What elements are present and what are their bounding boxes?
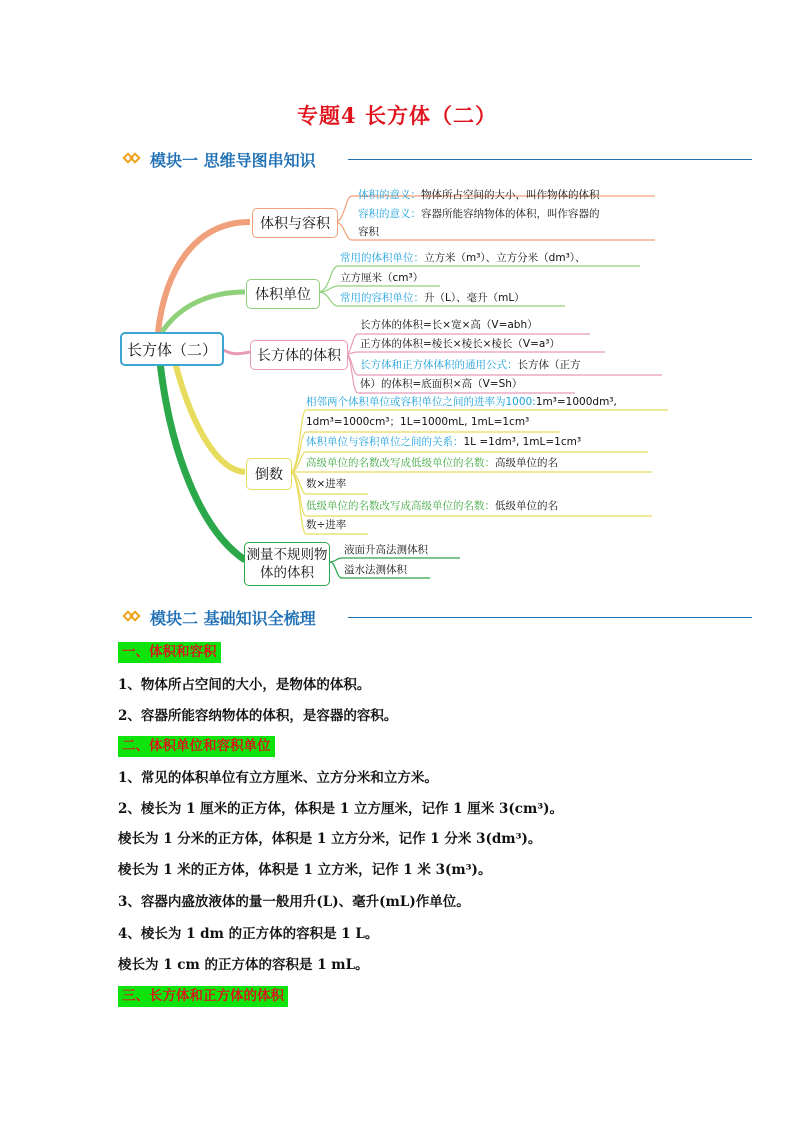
mind-map-root: 长方体（二） (120, 332, 224, 366)
leaf-capacity-units: 常用的容积单位：升（L）、毫升（mL） (340, 292, 525, 304)
paragraph: 棱长为 1 cm 的正方体的容积是 1 mL。 (118, 957, 369, 973)
leaf-cube-formula: 正方体的体积=棱长×棱长×棱长（V=a³） (360, 338, 561, 350)
leaf-volume-meaning: 体积的意义：物体所占空间的大小，叫作物体的体积 (358, 189, 600, 201)
leaf-low-to-high: 低级单位的名数改写成高级单位的名数：低级单位的名 (306, 500, 558, 512)
leaf-general-formula: 长方体和正方体体积的通用公式：长方体（正方 (360, 359, 581, 371)
paragraph: 1、常见的体积单位有立方厘米、立方分米和立方米。 (118, 770, 438, 786)
leaf-unit-rate-cont: 1dm³=1000cm³；1L=1000mL, 1mL=1cm³ (306, 416, 530, 428)
module-one-label: 模块一 思维导图串知识 (150, 150, 316, 170)
paragraph: 棱长为 1 分米的正方体，体积是 1 立方分米，记作 1 分米 3(dm³)。 (118, 831, 542, 847)
leaf-high-to-low-cont: 数×进率 (306, 478, 347, 490)
diamond-icon (124, 610, 146, 624)
leaf-unit-rate: 相邻两个体积单位或容积单位之间的进率为1000:1m³=1000dm³, (306, 396, 617, 408)
leaf-volume-units: 常用的体积单位：立方米（m³）、立方分米（dm³）、 (340, 252, 586, 264)
leaf-high-to-low: 高级单位的名数改写成低级单位的名数：高级单位的名 (306, 457, 558, 469)
paragraph: 2、容器所能容纳物体的体积，是容器的容积。 (118, 708, 398, 724)
paragraph: 3、容器内盛放液体的量一般用升(L)、毫升(mL)作单位。 (118, 894, 470, 910)
leaf-volume-units-cont: 立方厘米（cm³） (340, 272, 424, 284)
paragraph: 2、棱长为 1 厘米的正方体，体积是 1 立方厘米，记作 1 厘米 3(cm³)。 (118, 801, 564, 817)
paragraph: 1、物体所占空间的大小，是物体的体积。 (118, 677, 371, 693)
module-two-rule (348, 617, 752, 618)
leaf-volume-capacity-relation: 体积单位与容积单位之间的关系：1L =1dm³, 1mL=1cm³ (306, 436, 582, 448)
branch-cuboid-volume: 长方体的体积 (250, 340, 348, 370)
leaf-overflow: 溢水法测体积 (344, 564, 407, 576)
paragraph: 4、棱长为 1 dm 的正方体的容积是 1 L。 (118, 926, 379, 942)
module-two-label: 模块二 基础知识全梳理 (150, 608, 316, 628)
section-heading-3: 三、长方体和正方体的体积 (118, 986, 288, 1007)
leaf-general-formula-cont: 体）的体积=底面积×高（V=Sh） (360, 378, 523, 390)
leaf-capacity-meaning-cont: 容积 (358, 226, 379, 238)
branch-volume-capacity: 体积与容积 (252, 208, 338, 238)
branch-irregular-volume: 测量不规则物体的体积 (244, 542, 330, 586)
module-two-header (124, 606, 316, 628)
leaf-capacity-meaning: 容积的意义：容器所能容纳物体的体积，叫作容器的 (358, 208, 600, 220)
branch-reciprocal: 倒数 (246, 458, 292, 490)
leaf-liquid-rise: 液面升高法测体积 (344, 544, 428, 556)
branch-volume-units: 体积单位 (246, 279, 320, 309)
page-title: 专题4 长方体（二） (297, 103, 497, 128)
section-heading-1: 一、体积和容积 (118, 642, 221, 663)
paragraph: 棱长为 1 米的正方体，体积是 1 立方米，记作 1 米 3(m³)。 (118, 862, 492, 878)
section-heading-2: 二、体积单位和容积单位 (118, 736, 275, 757)
leaf-low-to-high-cont: 数÷进率 (306, 519, 347, 531)
leaf-cuboid-formula: 长方体的体积=长×宽×高（V=abh） (360, 319, 538, 331)
